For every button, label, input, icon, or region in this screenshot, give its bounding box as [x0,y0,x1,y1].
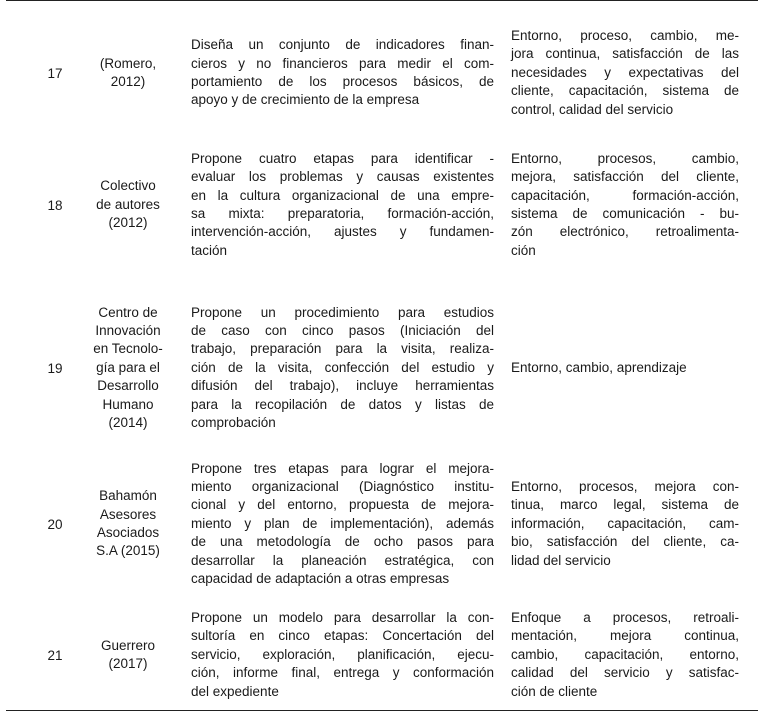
description-line: tación [191,242,228,258]
description-cell [191,456,494,592]
author-line: gía para el [96,359,160,375]
elements-line: Enfoque a procesos, retroali- [511,609,739,625]
table-top-rule [6,0,758,1]
description-line: miento organizacional (Diagnóstico institu- [191,478,494,494]
elements-line: mentación, mejora continua, [511,628,739,644]
elements-cell [511,605,739,705]
description-line: sultoría en cinco etapas: Concertación del [191,628,494,644]
author-cell [80,605,176,705]
author-line: Asesores [99,506,157,522]
elements-line: zón electrónico, retroalimenta- [511,224,739,240]
elements-line: mejora, satisfacción del cliente, [511,169,739,185]
elements-cell [511,145,739,265]
table-row [0,145,761,265]
description-cell [191,18,494,128]
author-line: (2017) [108,656,148,671]
table-row [0,456,761,592]
description-line: de una metodología de ocho pasos para [191,534,494,550]
description-line: Diseña un conjunto de indicadores finan- [191,37,494,53]
description-line: en la cultura organizacional de una empre- [191,187,494,203]
elements-line: calidad del servicio y satisfac- [511,665,739,681]
description-line: del expediente [191,683,279,699]
elements-line: jora continua, satisfacción de las [511,46,739,62]
author-cell [80,18,176,128]
author-cell [80,298,176,438]
elements-line: Entorno, procesos, mejora con- [511,478,739,494]
table-row [0,298,761,438]
description-line: ción, informe final, entrega y conformación [191,665,494,681]
description-line: difusión del trabajo), incluye herramientas [191,378,494,394]
author-line: Bahamón [99,488,157,504]
description-line: apoyo y de crecimiento de la empresa [191,92,420,108]
description-line: cional y del entorno, propuesta de mejora- [191,497,494,513]
elements-line: Entorno, cambio, aprendizaje [511,359,687,375]
description-line: intervención-acción, ajustes y fundamen- [191,224,494,240]
description-line: miento y plan de implementación), además [191,515,494,531]
table-bottom-rule [6,710,758,711]
description-line: capacidad de adaptación a otras empresas [191,571,450,587]
row-number: 19 [47,360,63,376]
description-line: portamiento de los procesos básicos, de [191,74,494,89]
elements-line: cliente, capacitación, sistema de [511,83,739,99]
description-line: servicio, exploración, planificación, ejecu- [191,646,494,662]
description-line: desarrollar la planeación estratégica, con [191,552,494,568]
elements-line: capacitación, formación-acción, [511,187,739,203]
description-cell [191,145,494,265]
author-cell [80,456,176,592]
author-line: Centro de [98,304,158,320]
description-cell [191,605,494,705]
author-line: S.A (2015) [96,543,160,559]
elements-line: control, calidad del servicio [511,101,674,117]
author-line: Asociados [96,525,160,540]
row-number: 18 [47,197,63,213]
description-line: Propone cuatro etapas para identificar - [191,150,494,166]
elements-line: cambio, capacitación, entorno, [511,646,739,662]
author-line: de autores [96,196,160,212]
description-line: Propone tres etapas para lograr el mejora- [191,460,494,476]
description-line: sa mixta: preparatoria, formación-acción, [191,206,494,221]
description-cell [191,298,494,438]
author-line: Innovación [95,322,161,338]
table-row [0,18,761,128]
author-cell [80,145,176,265]
author-line: (2012) [108,215,148,231]
description-line: comprobación [191,415,276,431]
description-line: trabajo, preparación para la visita, realiza- [191,341,494,357]
author-line: 2012) [110,74,146,89]
description-line: de caso con cinco pasos (Iniciación del [191,322,494,338]
author-line: Desarrollo [97,378,159,394]
elements-line: tinua, marco legal, sistema de [511,497,739,513]
description-line: cieros y no financieros para medir el com- [191,55,494,71]
row-number: 17 [47,65,63,81]
description-line: evaluar los problemas y causas existentes [191,169,494,185]
row-number: 21 [47,647,63,663]
description-line: Propone un modelo para desarrollar la con- [191,609,494,625]
elements-line: necesidades y expectativas del [511,64,739,80]
elements-line: Entorno, proceso, cambio, me- [511,27,739,43]
elements-line: lidad del servicio [511,552,611,568]
description-line: ción de la visita, confección del estudio y [191,359,494,375]
row-number: 20 [47,516,63,532]
author-line: Guerrero [100,637,156,653]
elements-line: ción de cliente [511,683,598,699]
description-line: Propone un procedimiento para estudios [191,304,494,320]
elements-line: Entorno, procesos, cambio, [511,150,739,166]
description-line: para la recopilación de datos y listas de [191,396,494,412]
elements-line: sistema de comunicación - bu- [511,206,739,221]
author-line: (2014) [108,415,148,431]
author-line: Colectivo [100,178,156,194]
elements-line: ción [511,242,536,258]
elements-line: información, capacitación, cam- [511,515,739,531]
author-line: Humano [102,396,154,412]
author-line: (Romero, [99,55,157,71]
elements-cell [511,298,739,438]
elements-line: bio, satisfacción del cliente, ca- [511,534,739,550]
table-row [0,605,761,705]
elements-cell [511,456,739,592]
elements-cell [511,18,739,128]
author-line: en Tecnolo- [93,341,163,357]
